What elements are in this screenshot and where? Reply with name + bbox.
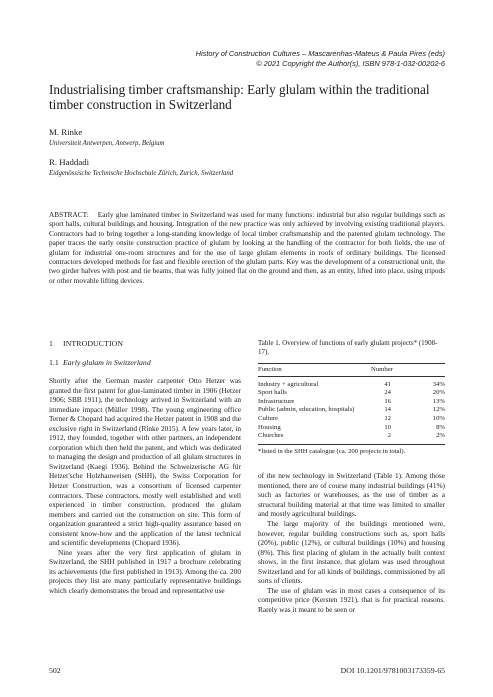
header-copyright: © 2021 Copyright the Author(s), ISBN 978-1-032-00202-6: [256, 58, 445, 68]
table-header-function: Function: [258, 363, 371, 376]
cell-function: Infrastructure: [258, 397, 295, 405]
abstract-text: Early glue laminated timber in Switzerland was used for many functions: industrial but also regular buildings such as sport halls, cultural buildings and housing. Integration of the new practice was only achieved by involving existing traditional players. Contractors had to bring together a long-standing knowledge of local timber craftsmanship and the patented glulam technology. The paper traces the early onsite construction practice of glulam by looking at the handling of the contractor for both fields, the use of glulam for industrial one-room structures and for the use of large glulam elements in roofs of ordinary buildings. The licensed contractors developed methods for fast and flexible erection of the glulam parts. Key was the development of a constructional unit, the two girder halves with post and tie beams, that was fully joined flat on the ground and then, as an entity, lifted into place, using tripods or other movable lifting devices.: [49, 210, 445, 285]
cell-spacer: [391, 415, 411, 424]
cell-spacer: [391, 376, 411, 389]
table-caption: Table 1. Overview of functions of early glulam projects* (1908-17).: [258, 339, 438, 356]
cell-number: 16: [384, 397, 391, 405]
author-affiliation: Eidgenössische Technische Hochschule Zürich, Zurich, Switzerland: [49, 170, 234, 177]
cell-spacer: [391, 398, 411, 407]
cell-percent: 13%: [432, 397, 445, 405]
cell-number: 2: [371, 432, 391, 444]
doi: DOI 10.1201/9781003173359-65: [340, 666, 445, 675]
subsection-number: 1.1: [49, 358, 59, 367]
cell-percent: 20%: [432, 389, 445, 397]
cell-function: Public (admin, education, hospitals): [258, 406, 355, 414]
header-book-title: History of Construction Cultures – Mascarenhas-Mateus & Paula Pires (eds): [195, 49, 445, 58]
body-paragraph: The large majority of the buildings mentioned were, however, regular building constructions such as, sport halls (20%), public (12%), or cultural buildings (10%) and housing (8%). This first placing of glulam in the actually built context shows, in the first instance, that glulam was used throughout Switzerland and for all kinds of buildings, commissioned by all sorts of clients.: [258, 518, 445, 586]
author-name: R. Haddadi: [49, 157, 90, 167]
abstract: [49, 210, 445, 285]
right-column: [258, 339, 445, 614]
running-header: [196, 49, 445, 68]
cell-percent: 10%: [432, 414, 445, 422]
table-row: [258, 424, 445, 433]
table-row: [258, 406, 445, 415]
table-row: [258, 376, 445, 389]
table-row: [258, 415, 445, 424]
left-column: [49, 339, 241, 596]
cell-number: 10: [384, 423, 391, 431]
table-row: [258, 398, 445, 407]
section-title: INTRODUCTION: [63, 339, 124, 348]
body-paragraph: Shortly after the German master carpenter Otto Hetzer was granted the first patent for glue-laminated timber in 1906 (Hetzer 1906; SBB 1911), the technology arrived in Switzerland with an immediate impact (Müller 1998). The young engineering office Terner & Chopard had acquired the Hetzer patent in 1908 and the exclusive right in Switzerland (Rinke 2015). A few years later, in 1912, they founded, together with other partners, an independent corporation which then held the patent, and which was dedicated to managing the design and production of all glulam structures in Switzerland (Kaegi 1936). Behind the Schweizerische AG für Hetzer'sche Holzbauweisen (SHH), the Swiss Corporation for Hetzer Construction, was a consortium of licensed carpenter contractors. These contractors, mostly well established and well experienced in timber construction, produced the glulam members and carried out the construction on site. This form of organization guaranteed a strict high-quality assurance based on consistent know-how and the application of the latest technical and scientific developments (Chopard 1936).: [49, 376, 241, 548]
cell-percent: 8%: [436, 423, 445, 431]
subsection-title: Early glulam in Switzerland: [63, 358, 151, 367]
cell-function: Culture: [258, 414, 279, 422]
table-footnote: *listed in the SHH catalogue (ca. 200 projects in total).: [258, 447, 406, 455]
cell-spacer: [391, 432, 411, 444]
functions-table: [258, 363, 445, 445]
author-name: M. Rinke: [49, 127, 83, 137]
cell-number: 12: [384, 414, 391, 422]
body-paragraph: of the new technology in Switzerland (Table 1). Among those mentioned, there are of course many industrial buildings (41%) such as factories or warehouses, as the use of timber as a structural building material at that time was limited to smaller and mostly agricultural buildings.: [258, 471, 445, 519]
body-paragraph: The use of glulam was in most cases a consequence of its competitive price (Kersten 1921), that is for practical reasons. Rarely was it meant to be seen or: [258, 585, 445, 614]
table-header-number: Number: [371, 363, 445, 376]
paper-title: Industrialising timber craftsmanship: Early glulam within the traditional timber construction in Switzerland: [49, 82, 430, 112]
cell-function: Housing: [258, 423, 281, 431]
cell-number: 24: [384, 389, 391, 397]
subsection-heading: [49, 358, 241, 367]
section-number: 1: [49, 339, 53, 348]
cell-spacer: [391, 389, 411, 398]
cell-function: Sport halls: [258, 389, 287, 397]
cell-spacer: [391, 424, 411, 433]
cell-percent: 12%: [432, 406, 445, 414]
abstract-label: ABSTRACT:: [49, 210, 89, 219]
cell-function: Churches: [258, 432, 371, 444]
section-heading: [49, 339, 241, 348]
author-affiliation: Universiteit Antwerpen, Antwerp, Belgium: [49, 140, 165, 147]
cell-function: Industry + agricultural: [258, 380, 319, 388]
page-number: 502: [49, 666, 61, 675]
table-row: [258, 389, 445, 398]
body-paragraph: Nine years after the very first application of glulam in Switzerland, the SHH published in 1917 a brochure celebrating its achievements (the first published in 1913). Among the ca. 200 projects they list are many particularly representative buildings which clearly demonstrates the broad and representative use: [49, 547, 241, 596]
cell-number: 14: [384, 406, 391, 414]
cell-percent: 2%: [411, 432, 445, 444]
cell-number: 41: [384, 380, 391, 388]
table-body: [258, 376, 445, 444]
cell-spacer: [391, 406, 411, 415]
table-row: [258, 432, 445, 444]
cell-percent: 34%: [432, 380, 445, 388]
